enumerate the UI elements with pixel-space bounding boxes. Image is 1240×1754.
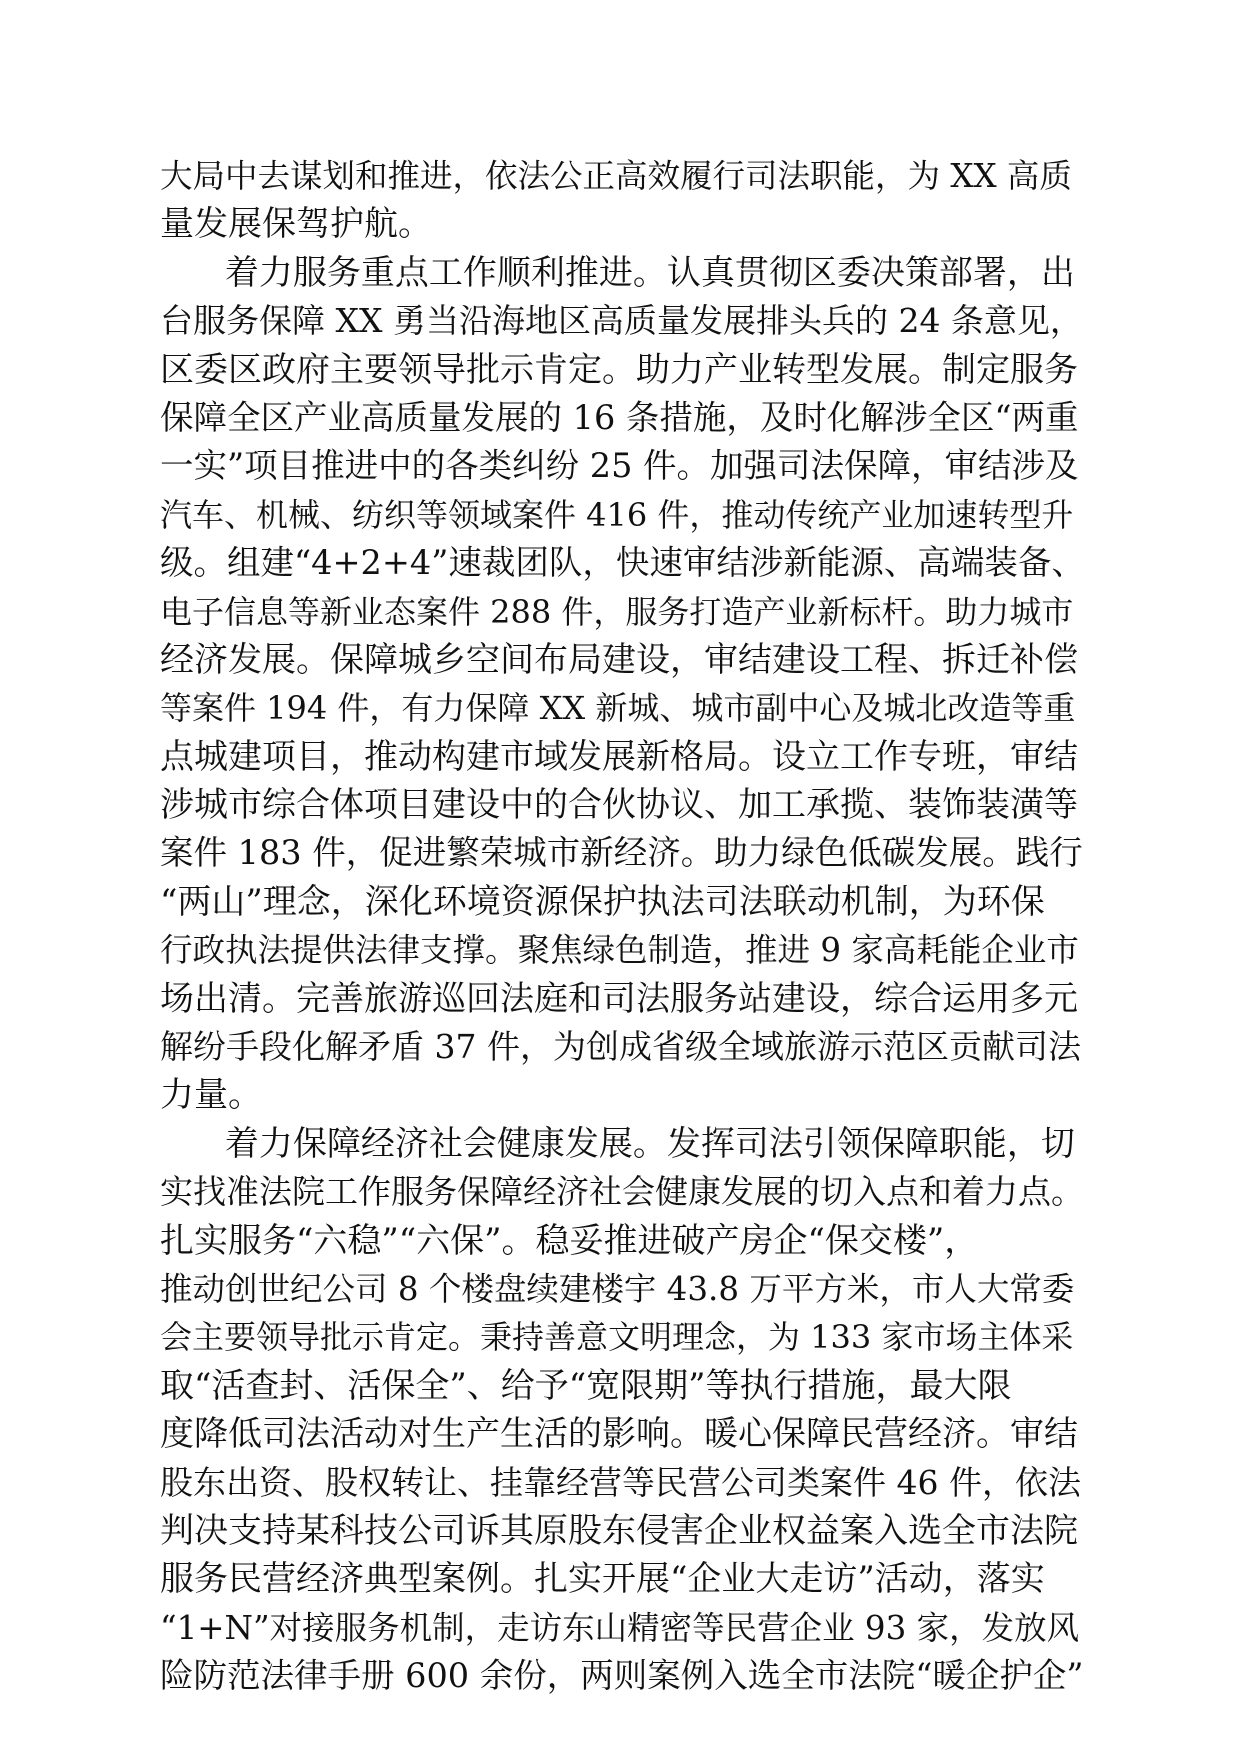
text-line: 解纷手段化解矛盾 37 件，为创成省级全域旅游示范区贡献司法	[160, 1027, 1081, 1067]
text-line: 推动创世纪公司 8 个楼盘续建楼宇 43.8 万平方米，市人大常委	[160, 1269, 1075, 1308]
text-line: 经济发展。保障城乡空间布局建设，审结建设工程、拆迁补偿	[160, 639, 1078, 680]
text-line: 判决支持某科技公司诉其原股东侵害企业权益案入选全市法院	[160, 1510, 1078, 1551]
text-line: 着力服务重点工作顺利推进。认真贯彻区委决策部署，出	[160, 252, 1075, 293]
text-line: 力量。	[160, 1075, 262, 1116]
text-line: 会主要领导批示肯定。秉持善意文明理念，为 133 家市场主体采	[160, 1318, 1074, 1357]
text-line: 服务民营经济典型案例。扎实开展“企业大走访”活动，落实	[160, 1559, 1045, 1600]
text-line: 取“活查封、活保全”、给予“宽限期”等执行措施，最大限	[160, 1365, 1012, 1406]
text-line: 实找准法院工作服务保障经济社会健康发展的切入点和着力点。	[160, 1172, 1084, 1212]
text-line: 保障全区产业高质量发展的 16 条措施，及时化解涉全区“两重	[160, 397, 1079, 437]
text-line: 量发展保驾护航。	[160, 204, 432, 245]
text-line: 等案件 194 件，有力保障 XX 新城、城市副中心及城北改造等重	[160, 689, 1076, 728]
text-line: 汽车、机械、纺织等领域案件 416 件，推动传统产业加速转型升	[160, 495, 1074, 534]
text-line: 案件 183 件，促进繁荣城市新经济。助力绿色低碳发展。践行	[160, 833, 1083, 873]
text-line: 扎实服务“六稳”“六保”。稳妥推进破产房企“保交楼”，	[160, 1220, 979, 1261]
text-line: 大局中去谋划和推进，依法公正高效履行司法职能，为 XX 高质	[160, 157, 1072, 195]
text-line: 一实”项目推进中的各类纠纷 25 件。加强司法保障，审结涉及	[160, 446, 1079, 486]
text-line: “两山”理念，深化环境资源保护执法司法联动机制，为环保	[160, 881, 1045, 922]
text-line: 点城建项目，推动构建市域发展新格局。设立工作专班，审结	[160, 736, 1078, 777]
document-body	[160, 152, 1085, 1701]
text-line: 区委区政府主要领导批示肯定。助力产业转型发展。制定服务	[160, 349, 1078, 390]
text-line: 电子信息等新业态案件 288 件，服务打造产业新标杆。助力城市	[160, 592, 1074, 631]
text-line: 台服务保障 XX 勇当沿海地区高质量发展排头兵的 24 条意见，	[160, 301, 1083, 341]
text-line: 行政执法提供法律支撑。聚焦绿色制造，推进 9 家高耗能企业市	[160, 931, 1079, 970]
text-line: 涉城市综合体项目建设中的合伙协议、加工承揽、装饰装潢等	[160, 785, 1078, 826]
text-line: 着力保障经济社会健康发展。发挥司法引领保障职能，切	[160, 1123, 1075, 1164]
text-line: 级。组建“4+2+4”速裁团队，快速审结涉新能源、高端装备、	[160, 543, 1085, 583]
text-line: 险防范法律手册 600 余份，两则案例入选全市法院“暖企护企”	[160, 1656, 1084, 1696]
text-line: “1+N”对接服务机制，走访东山精密等民营企业 93 家，发放风	[160, 1608, 1080, 1647]
text-line: 度降低司法活动对生产生活的影响。暖心保障民营经济。审结	[160, 1414, 1078, 1455]
text-line: 股东出资、股权转让、挂靠经营等民营公司类案件 46 件，依法	[160, 1462, 1081, 1502]
text-line: 场出清。完善旅游巡回法庭和司法服务站建设，综合运用多元	[160, 978, 1078, 1019]
